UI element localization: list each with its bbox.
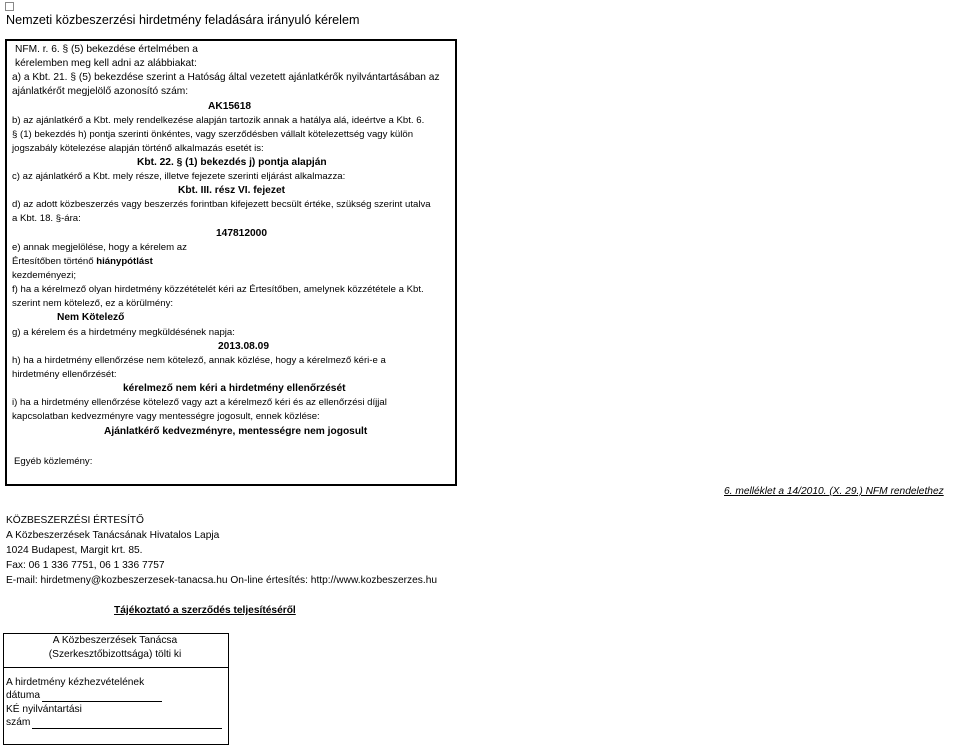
received-date-label-1: A hirdetmény kézhezvételének <box>6 677 145 688</box>
item-e-line-2 <box>12 256 153 267</box>
publisher-fax: Fax: 06 1 336 7751, 06 1 336 7757 <box>6 560 165 571</box>
item-e-value: hiánypótlást <box>96 256 153 267</box>
item-a-line-2: ajánlatkérőt megjelölő azonosító szám: <box>12 86 189 97</box>
item-h-value: kérelmező nem kéri a hirdetmény ellenőrzését <box>123 383 346 394</box>
other-notice-label: Egyéb közlemény: <box>14 456 93 467</box>
registration-label-2: szám <box>6 717 31 728</box>
item-f-line-2: szerint nem kötelező, ez a körülmény: <box>12 298 174 309</box>
item-i-line-2: kapcsolatban kedvezményre vagy mentességre jogosult, ennek közlése: <box>12 411 320 422</box>
item-f-line-1: f) ha a kérelmező olyan hirdetmény közzétételét kéri az Értesítőben, amelynek közzététele a Kbt. <box>12 284 424 295</box>
item-d-line-2: a Kbt. 18. §-ára: <box>12 213 81 224</box>
item-g-value: 2013.08.09 <box>218 341 269 352</box>
item-d-line-1: d) az adott közbeszerzés vagy beszerzés forintban kifejezett becsült értéke, szükség szerint utalva <box>12 199 431 210</box>
item-d-value: 147812000 <box>216 228 267 239</box>
received-date-label-2: dátuma <box>6 690 40 701</box>
item-c-line-1: c) az ajánlatkérő a Kbt. mely része, illetve fejezete szerinti eljárást alkalmazza: <box>12 171 346 182</box>
publisher-subtitle: A Közbeszerzések Tanácsának Hivatalos Lapja <box>6 530 220 541</box>
item-e-line-1: e) annak megjelölése, hogy a kérelem az <box>12 242 187 253</box>
item-g-line-1: g) a kérelem és a hirdetmény megküldésének napja: <box>12 327 235 338</box>
intro-line-2: kérelemben meg kell adni az alábbiakat: <box>15 58 197 69</box>
page-title: Nemzeti közbeszerzési hirdetmény feladására irányuló kérelem <box>6 13 360 27</box>
council-box-divider <box>3 667 228 668</box>
item-b-line-2: § (1) bekezdés h) pontja szerinti önkéntes, vagy szerződésben vállalt kötelezettség vagy külön <box>12 129 414 140</box>
publisher-name: KÖZBESZERZÉSI ÉRTESÍTŐ <box>6 515 144 526</box>
item-b-line-1: b) az ajánlatkérő a Kbt. mely rendelkezése alapján tartozik annak a hatálya alá, ideértve a Kbt. 6. <box>12 115 425 126</box>
received-date-field[interactable] <box>42 701 162 702</box>
item-b-line-3: jogszabály kötelezése alapján történő alkalmazás esetét is: <box>12 143 264 154</box>
item-i-value: Ajánlatkérő kedvezményre, mentességre nem jogosult <box>104 426 368 437</box>
item-e-line-3: kezdeményezi; <box>12 270 76 281</box>
annex-label: 6. melléklet a 14/2010. (X. 29.) NFM rendelethez <box>724 486 944 497</box>
intro-line-1: NFM. r. 6. § (5) bekezdése értelmében a <box>15 44 198 55</box>
council-box-line-1: A Közbeszerzések Tanácsa <box>52 635 178 646</box>
item-c-value: Kbt. III. rész VI. fejezet <box>178 185 285 196</box>
item-e-line-2-prefix: Értesítőben történő <box>12 256 97 267</box>
registration-label-1: KÉ nyilvántartási <box>6 704 82 715</box>
item-b-value: Kbt. 22. § (1) bekezdés j) pontja alapján <box>137 157 327 168</box>
section-title: Tájékoztató a szerződés teljesítéséről <box>114 605 296 616</box>
publisher-contact: E-mail: hirdetmeny@kozbeszerzesek-tanacsa.hu On-line értesítés: http://www.kozbeszerzes.hu <box>6 575 438 586</box>
item-a-line-1: a) a Kbt. 21. § (5) bekezdése szerint a Hatóság által vezetett ajánlatkérők nyilvántartásában az <box>12 72 440 83</box>
council-box-line-2: (Szerkesztőbizottsága) tölti ki <box>48 649 182 660</box>
item-h-line-1: h) ha a hirdetmény ellenőrzése nem kötelező, annak közlése, hogy a kérelmező kéri-e a <box>12 355 386 366</box>
item-i-line-1: i) ha a hirdetmény ellenőrzése kötelező vagy azt a kérelmező kéri és az ellenőrzési díjjal <box>12 397 387 408</box>
item-h-line-2: hirdetmény ellenőrzését: <box>12 369 117 380</box>
publisher-address: 1024 Budapest, Margit krt. 85. <box>6 545 143 556</box>
item-f-value: Nem Kötelező <box>57 312 125 323</box>
registration-number-field[interactable] <box>32 728 222 729</box>
item-a-value: AK15618 <box>208 101 252 112</box>
checkbox[interactable] <box>5 2 14 11</box>
